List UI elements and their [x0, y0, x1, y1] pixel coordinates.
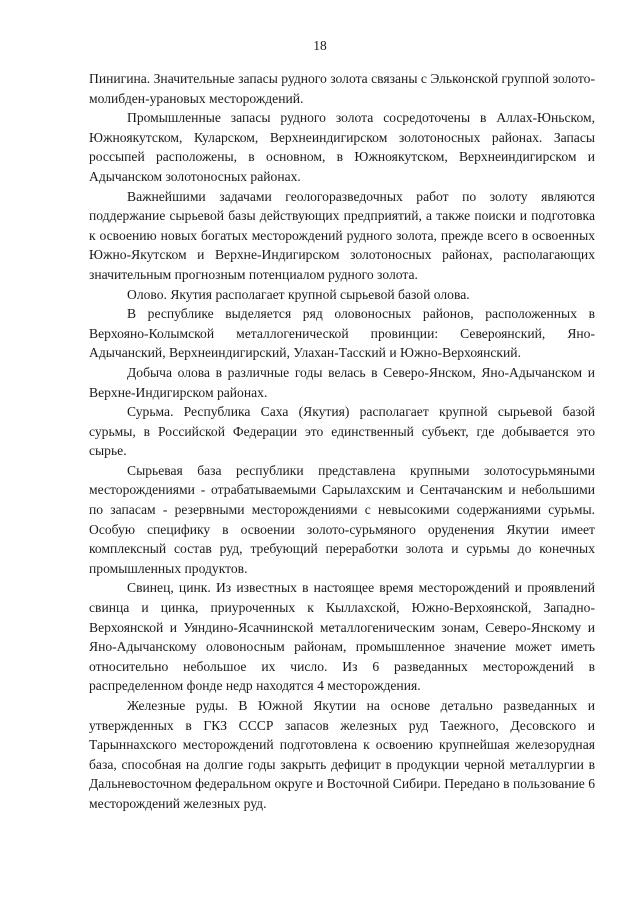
paragraph: Добыча олова в различные годы велась в Северо-Янском, Яно-Адычанском и Верхне-Индигирском районах.	[89, 364, 595, 400]
paragraph: Промышленные запасы рудного золота сосредоточены в Аллах-Юньском, Южноякутском, Куларском, Верхнеиндигирском золотоносных районах. Запасы россыпей расположены, в основном, в Южноякутском, Верхнеиндигирском и Адычанском золотоносных районах.	[89, 110, 595, 184]
body-text	[89, 69, 595, 814]
paragraph: Пинигина. Значительные запасы рудного золота связаны с Эльконской группой золото-молибден-урановых месторождений.	[89, 71, 595, 106]
paragraph: Сырьевая база республики представлена крупными золотосурьмяными месторождениями - отрабатываемыми Сарылахским и Сентачанским и небольшими по запасам - резервными месторождениями с невысокими содержаниями сурьмы. Особую специфику в освоении золото-сурьмяного оруденения Якутии имеет комплексный состав руд, требующий переработки золота и сурьмы до конечных промышленных продуктов.	[89, 462, 595, 576]
paragraph: Железные руды. В Южной Якутии на основе детально разведанных и утвержденных в ГКЗ СССР запасов железных руд Таежного, Десовского и Тарыннахского месторождений подготовлена к освоению крупнейшая железорудная база, способная на долгие годы закрыть дефицит в продукции черной металлургии в Дальневосточном федеральном округе и Восточной Сибири. Передано в пользование 6 месторождений железных руд.	[89, 698, 595, 811]
paragraph: В республике выделяется ряд оловоносных районов, расположенных в Верхояно-Колымской металлогенической провинции: Североянский, Яно-Адычанский, Верхнеиндигирский, Улахан-Тасский и Южно-Верхоянский.	[89, 306, 595, 361]
paragraph: Сурьма. Республика Саха (Якутия) располагает крупной сырьевой базой сурьмы, в Российской Федерации это единственный субъект, где добывается это сырье.	[89, 404, 595, 459]
page-number: 18	[313, 38, 327, 53]
paragraph: Олово. Якутия располагает крупной сырьевой базой олова.	[127, 286, 470, 302]
paragraph: Свинец, цинк. Из известных в настоящее время месторождений и проявлений свинца и цинка, приуроченных к Кыллахской, Южно-Верхоянской, Западно-Верхоянской и Уяндино-Ясачнинской металлогеническим зонам, Северо-Янскому и Яно-Адычанскому оловоносным районам, промышленное значение может иметь относительно небольшое их число. Из 6 разведанных месторождений в распределенном фонде недр находятся 4 месторождения.	[89, 580, 595, 694]
paragraph: Важнейшими задачами геологоразведочных работ по золоту являются поддержание сырьевой базы действующих предприятий, а также поиски и подготовка к освоению новых богатых месторождений рудного золота, прежде всего в освоенных Южно-Якутском и Верхне-Индигирском золотоносных районах, располагающих значительным прогнозным потенциалом рудного золота.	[89, 188, 595, 282]
